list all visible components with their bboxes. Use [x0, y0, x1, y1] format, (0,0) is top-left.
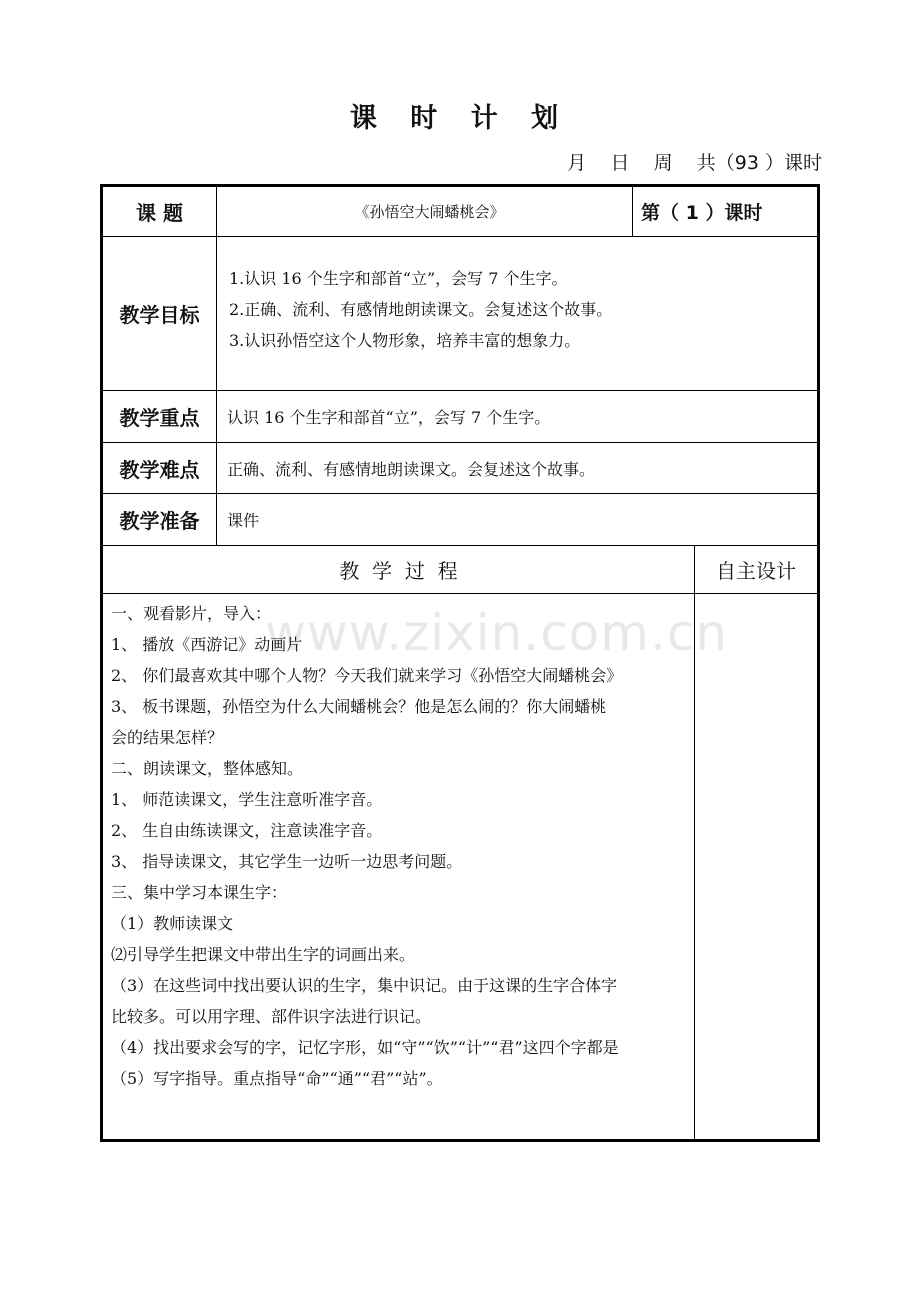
process-line: ⑵引导学生把课文中带出生字的词画出来。 [111, 945, 416, 964]
preparation-label: 教学准备 [119, 509, 200, 533]
process-line: 1、 师范读课文，学生注意听准字音。 [111, 790, 383, 809]
subject-value: 《孙悟空大闹蟠桃会》 [354, 203, 505, 221]
process-line: 三、集中学习本课生字： [111, 883, 288, 902]
difficulty-label: 教学难点 [119, 457, 200, 482]
key-points-value: 认识 16 个生字和部首“立”，会写 7 个生字。 [227, 408, 551, 427]
process-line: 2、 生自由练读课文，注意读准字音。 [111, 821, 383, 840]
key-points-label: 教学重点 [119, 406, 200, 430]
difficulty-value: 正确、流利、有感情地朗读课文。会复述这个故事。 [227, 459, 596, 479]
process-line: 会的结果怎样？ [111, 728, 224, 747]
date-line: 月 日 周 共（93 ）课时 [567, 152, 822, 174]
process-line: （1）教师读课文 [111, 914, 234, 933]
lesson-number: 第（ 1 ）课时 [641, 202, 763, 224]
process-line: 二、朗读课文，整体感知。 [111, 759, 304, 778]
goals-list [229, 263, 612, 356]
process-line: 1、 播放《西游记》动画片 [111, 635, 303, 654]
preparation-value: 课件 [227, 511, 260, 530]
process-line: （3）在这些词中找出要认识的生字，集中识记。由于这课的生字合体字 [111, 976, 618, 995]
self-design-header: 自主设计 [716, 559, 796, 583]
subject-label: 课 题 [136, 201, 183, 225]
page-title: 课 时 计 划 [349, 103, 571, 134]
process-line: 3、 板书课题，孙悟空为什么大闹蟠桃会？他是怎么闹的？你大闹蟠桃 [111, 697, 607, 716]
process-line: （5）写字指导。重点指导“命”“通”“君”“站”。 [111, 1069, 443, 1088]
goals-label: 教学目标 [119, 303, 200, 327]
process-line: 3、 指导读课文，其它学生一边听一边思考问题。 [111, 852, 463, 871]
process-line: 一、观看影片，导入： [111, 604, 272, 623]
process-line: 2、 你们最喜欢其中哪个人物？今天我们就来学习《孙悟空大闹蟠桃会》 [111, 666, 623, 685]
goal-item: 1.认识 16 个生字和部首“立”，会写 7 个生字。 [229, 269, 568, 288]
process-header: 教 学 过 程 [339, 559, 458, 583]
goal-item: 2.正确、流利、有感情地朗读课文。会复述这个故事。 [229, 300, 613, 319]
process-line: 比较多。可以用字理、部件识字法进行识记。 [111, 1007, 432, 1026]
process-content [111, 598, 695, 1094]
lesson-table [100, 184, 820, 1142]
goal-item: 3.认识孙悟空这个人物形象，培养丰富的想象力。 [229, 331, 581, 350]
process-line: （4）找出要求会写的字，记忆字形，如“守”“饮”“计”“君”这四个字都是 [111, 1038, 619, 1057]
watermark: www.zixin.com.cn [265, 604, 729, 662]
